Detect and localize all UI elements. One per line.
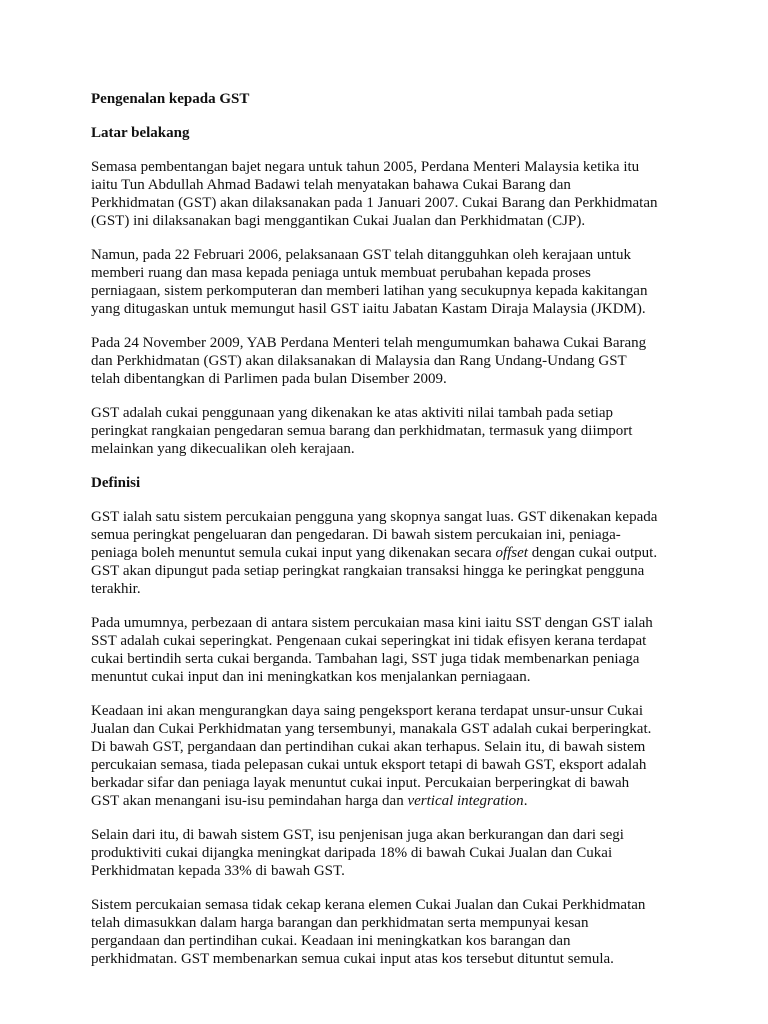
paragraph-line: percukaian semasa, tiada pelepasan cukai untuk eksport tetapi di bawah GST, eksport adalah — [91, 757, 647, 773]
text-run: . — [523, 793, 528, 809]
paragraph-line: semua peringkat pengeluaran dan pengedaran. Di bawah sistem percukaian ini, peniaga- — [91, 527, 621, 543]
paragraph-6 — [91, 614, 691, 686]
paragraph-2 — [91, 246, 691, 318]
paragraph-line: Keadaan ini akan mengurangkan daya saing pengeksport kerana terdapat unsur-unsur Cukai — [91, 703, 644, 719]
italic-term-offset: offset — [495, 545, 528, 561]
text-run: peniaga boleh menuntut semula cukai input yang dikenakan secara — [91, 545, 496, 561]
paragraph-line: pergandaan dan pertindihan cukai. Keadaan ini meningkatkan kos barangan dan — [91, 933, 571, 949]
paragraph-line: melainkan yang dikecualikan oleh kerajaan. — [91, 441, 355, 457]
paragraph-line: peringkat rangkaian pengedaran semua barang dan perkhidmatan, termasuk yang diimport — [91, 423, 633, 439]
paragraph-line: berkadar sifar dan peniaga layak menuntut cukai input. Percukaian berperingkat di bawah — [91, 775, 630, 791]
paragraph-line: Namun, pada 22 Februari 2006, pelaksanaan GST telah ditangguhkan oleh kerajaan untuk — [91, 247, 631, 263]
paragraph-line: GST ialah satu sistem percukaian pengguna yang skopnya sangat luas. GST dikenakan kepada — [91, 509, 658, 525]
paragraph-line: yang ditugaskan untuk memungut hasil GST iaitu Jabatan Kastam Diraja Malaysia (JKDM). — [91, 301, 646, 317]
text-run: dengan cukai output. — [527, 545, 658, 561]
paragraph-line: telah dibentangkan di Parlimen pada bulan Disember 2009. — [91, 371, 447, 387]
paragraph-line: menuntut cukai input dan ini meningkatkan kos menjalankan perniagaan. — [91, 669, 531, 685]
paragraph-line: cukai bertindih serta cukai berganda. Tambahan lagi, SST juga tidak membenarkan peniaga — [91, 651, 640, 667]
paragraph-line: Semasa pembentangan bajet negara untuk tahun 2005, Perdana Menteri Malaysia ketika itu — [91, 159, 640, 175]
paragraph-line: produktiviti cukai dijangka meningkat daripada 18% di bawah Cukai Jualan dan Cukai — [91, 845, 613, 861]
paragraph-8 — [91, 826, 691, 880]
paragraph-4 — [91, 404, 691, 458]
paragraph-line: Pada umumnya, perbezaan di antara sistem percukaian masa kini iaitu SST dengan GST ialah — [91, 615, 653, 631]
paragraph-line: Sistem percukaian semasa tidak cekap kerana elemen Cukai Jualan dan Cukai Perkhidmatan — [91, 897, 646, 913]
paragraph-line — [91, 792, 691, 810]
paragraph-line: memberi ruang dan masa kepada peniaga untuk membuat perubahan kepada proses — [91, 265, 591, 281]
paragraph-line: Selain dari itu, di bawah sistem GST, isu penjenisan juga akan berkurangan dan dari segi — [91, 827, 624, 843]
paragraph-line: terakhir. — [91, 581, 141, 597]
paragraph-line: iaitu Tun Abdullah Ahmad Badawi telah menyatakan bahawa Cukai Barang dan — [91, 177, 571, 193]
paragraph-line: telah dimasukkan dalam harga barangan dan perkhidmatan serta mempunyai kesan — [91, 915, 589, 931]
document-page — [91, 90, 691, 984]
paragraph-line: Jualan dan Cukai Perkhidmatan yang tersembunyi, manakala GST adalah cukai berperingkat. — [91, 721, 652, 737]
paragraph-line: perniagaan, sistem perkomputeran dan memberi latihan yang secukupnya kepada kakitangan — [91, 283, 648, 299]
section-heading-latar-belakang: Latar belakang — [91, 125, 190, 141]
paragraph-line: GST akan dipungut pada setiap peringkat rangkaian transaksi hingga ke peringkat pengguna — [91, 563, 645, 579]
text-run: GST akan menangani isu-isu pemindahan harga dan — [91, 793, 408, 809]
section-heading-definisi: Definisi — [91, 475, 141, 491]
paragraph-line: (GST) ini dilaksanakan bagi menggantikan Cukai Jualan dan Perkhidmatan (CJP). — [91, 213, 586, 229]
paragraph-7 — [91, 702, 691, 810]
paragraph-line: Pada 24 November 2009, YAB Perdana Menteri telah mengumumkan bahawa Cukai Barang — [91, 335, 647, 351]
paragraph-line: dan Perkhidmatan (GST) akan dilaksanakan di Malaysia dan Rang Undang-Undang GST — [91, 353, 627, 369]
paragraph-line — [91, 544, 691, 562]
paragraph-5 — [91, 508, 691, 598]
paragraph-line: perkhidmatan. GST membenarkan semua cukai input atas kos tersebut dituntut semula. — [91, 951, 614, 967]
paragraph-line: Di bawah GST, pergandaan dan pertindihan cukai akan terhapus. Selain itu, di bawah sistem — [91, 739, 646, 755]
paragraph-9 — [91, 896, 691, 968]
paragraph-1 — [91, 158, 691, 230]
italic-term-vertical-integration: vertical integration — [407, 793, 524, 809]
paragraph-line: Perkhidmatan (GST) akan dilaksanakan pada 1 Januari 2007. Cukai Barang dan Perkhidmatan — [91, 195, 658, 211]
paragraph-3 — [91, 334, 691, 388]
paragraph-line: Perkhidmatan kepada 33% di bawah GST. — [91, 863, 345, 879]
paragraph-line: GST adalah cukai penggunaan yang dikenakan ke atas aktiviti nilai tambah pada setiap — [91, 405, 614, 421]
document-title: Pengenalan kepada GST — [91, 91, 250, 107]
paragraph-line: SST adalah cukai seperingkat. Pengenaan cukai seperingkat ini tidak efisyen kerana terdapat — [91, 633, 647, 649]
